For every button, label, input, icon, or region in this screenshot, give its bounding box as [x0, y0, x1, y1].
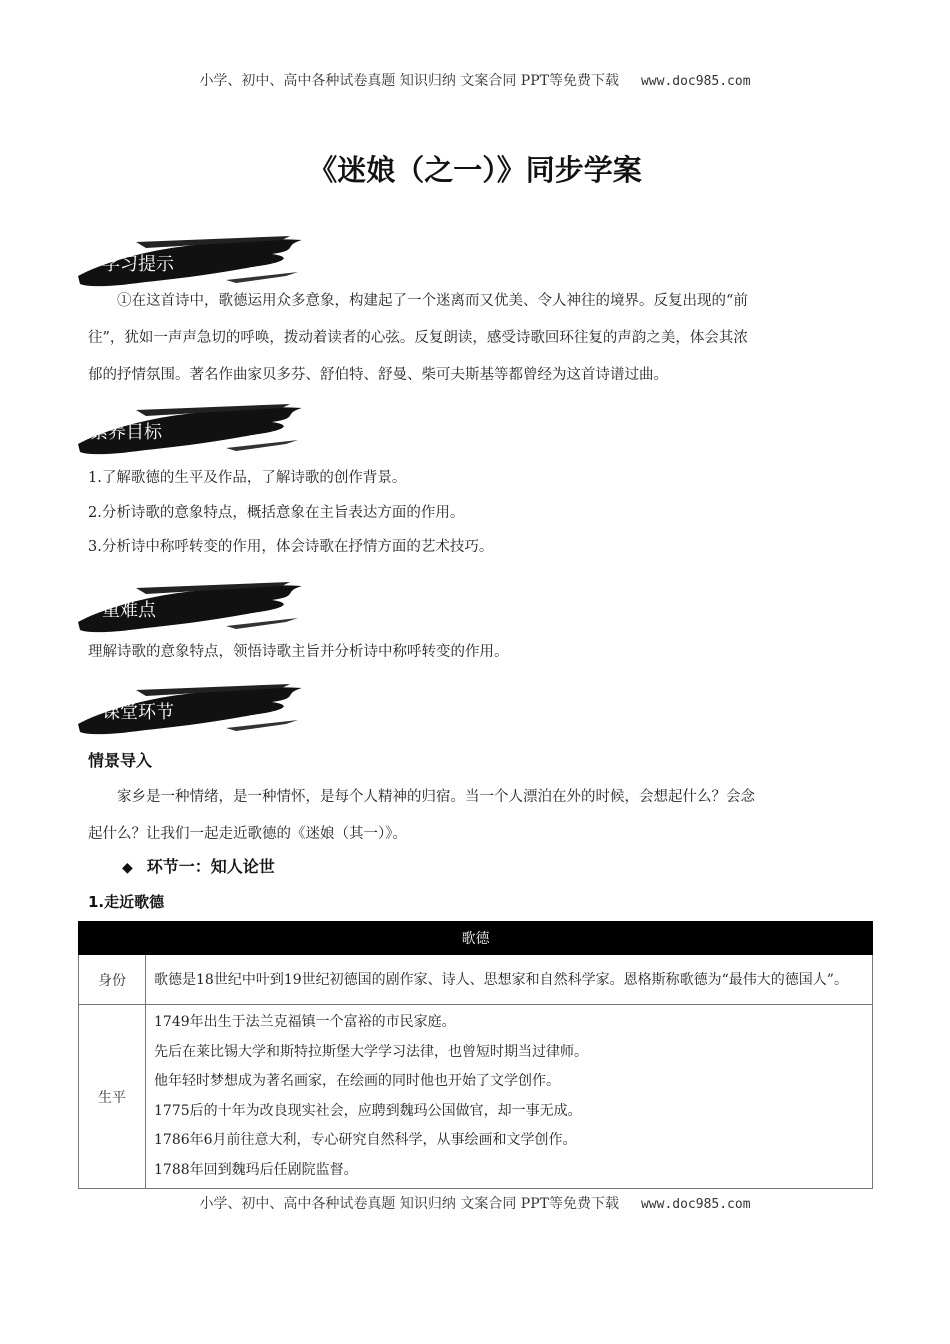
intro-line: 家乡是一种情绪，是一种情怀，是每个人精神的归宿。当一个人漂泊在外的时候，会想起什么？会念: [117, 789, 755, 805]
intro-paragraph: [88, 779, 860, 853]
page-header: [0, 70, 950, 90]
phase-title: 环节一：知人论世: [146, 857, 275, 876]
identity-label: 身份: [79, 955, 146, 1005]
diamond-icon: ◆: [122, 860, 133, 876]
phase-heading: [122, 854, 275, 877]
life-list: [146, 1005, 873, 1189]
page-title: 《迷娘（之一）》同步学案: [308, 153, 642, 187]
tips-line: ①在这首诗中，歌德运用众多意象，构建起了一个迷离而又优美、令人神往的境界。反复出现的“前: [117, 293, 748, 309]
section-heading-key: 重难点: [102, 600, 156, 621]
header-text: 小学、初中、高中各种试卷真题 知识归纳 文案合同 PPT等免费下载: [199, 73, 619, 89]
life-item: 1788年回到魏玛后任剧院监督。: [154, 1161, 358, 1178]
table-row: [79, 955, 873, 1005]
tips-line: 郁的抒情氛围。著名作曲家贝多芬、舒伯特、舒曼、柴可夫斯基等都曾经为这首诗谱过曲。: [88, 367, 668, 383]
goal-item: 1.了解歌德的生平及作品，了解诗歌的创作背景。: [88, 470, 407, 486]
section-banner-class: [76, 684, 308, 740]
life-item: 1749年出生于法兰克福镇一个富裕的市民家庭。: [154, 1014, 456, 1030]
tips-line: 往”，犹如一声声急切的呼唤，拨动着读者的心弦。反复朗读，感受诗歌回环往复的声韵之美，体会其浓: [88, 330, 748, 346]
page-footer: [0, 1193, 950, 1213]
header-url[interactable]: www.doc985.com: [640, 74, 751, 89]
goal-item: 2.分析诗歌的意象特点，概括意象在主旨表达方面的作用。: [88, 505, 465, 521]
section-heading-class: 课堂环节: [102, 702, 174, 723]
intro-line: 起什么？让我们一起走近歌德的《迷娘（其一）》。: [88, 826, 407, 842]
key-text: 理解诗歌的意象特点，领悟诗歌主旨并分析诗中称呼转变的作用。: [88, 644, 509, 660]
section-heading-tips: 学习提示: [102, 254, 174, 275]
goethe-table: [78, 921, 873, 1189]
section-heading-goals: 素养目标: [90, 422, 162, 443]
table-row: [79, 1005, 873, 1189]
table-header: 歌德: [79, 922, 873, 955]
footer-url[interactable]: www.doc985.com: [640, 1197, 751, 1212]
life-label: 生平: [79, 1005, 146, 1189]
life-item: 1775后的十年为改良现实社会，应聘到魏玛公国做官，却一事无成。: [154, 1102, 582, 1119]
life-item: 他年轻时梦想成为著名画家，在绘画的同时他也开始了文学创作。: [154, 1073, 560, 1089]
goal-item: 3.分析诗中称呼转变的作用，体会诗歌在抒情方面的艺术技巧。: [88, 539, 494, 555]
intro-title: 情景导入: [88, 751, 153, 770]
section-banner-goals: [76, 404, 308, 460]
footer-text: 小学、初中、高中各种试卷真题 知识归纳 文案合同 PPT等免费下载: [199, 1196, 619, 1212]
identity-text: 歌德是18世纪中叶到19世纪初德国的剧作家、诗人、思想家和自然科学家。恩格斯称歌德为“最伟大的德国人”。: [146, 955, 873, 1005]
section-banner-key: [76, 582, 308, 638]
tips-paragraph: [88, 283, 860, 394]
life-item: 1786年6月前往意大利，专心研究自然科学，从事绘画和文学创作。: [154, 1132, 577, 1148]
sub-heading: 1.走近歌德: [88, 893, 165, 911]
life-item: 先后在莱比锡大学和斯特拉斯堡大学学习法律，也曾短时期当过律师。: [154, 1043, 588, 1060]
